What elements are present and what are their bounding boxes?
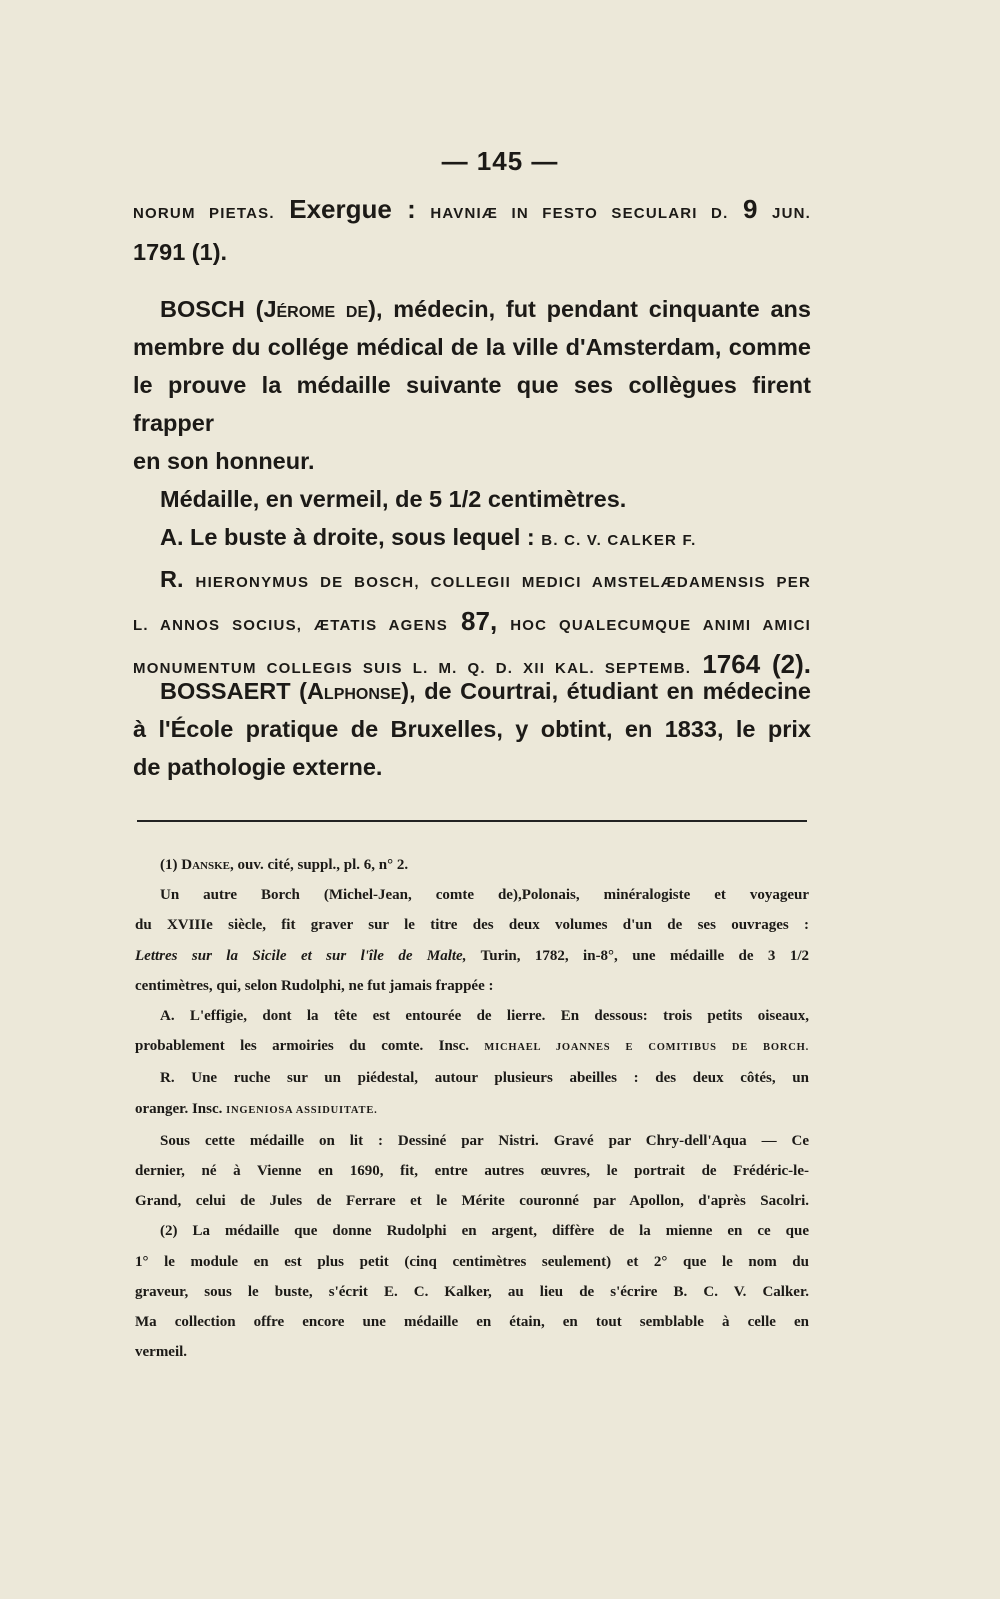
footnote-1-engraver: Grand, celui de Jules de Ferrare et le Mérite couronné par Apollon, d'après Sacolri. bbox=[135, 1193, 809, 1210]
bosch-reverse-line-1: R. HIERONYMUS DE BOSCH, COLLEGII MEDICI AMSTELÆDAMENSIS PER bbox=[160, 566, 812, 592]
bosch-line-1: BOSCH (Jérome de), médecin, fut pendant cinquante ans bbox=[160, 296, 811, 322]
footnote-1-engraver: dernier, né à Vienne en 1690, fit, entre autres œuvres, le portrait de Frédéric-le- bbox=[135, 1163, 809, 1180]
entry-continuation bbox=[133, 190, 811, 271]
footnote-1-line: Lettres sur la Sicile et sur l'île de Malte, Turin, 1782, in-8°, une médaille de 3 1/2 bbox=[135, 947, 809, 964]
continuation-line-2: 1791 (1). bbox=[133, 239, 228, 265]
entry-bossaert bbox=[133, 672, 811, 786]
bosch-reverse-line-2: L. ANNOS SOCIUS, ÆTATIS AGENS 87, HOC QUALECUMQUE ANIMI AMICI bbox=[133, 606, 812, 636]
footnote-rule bbox=[137, 820, 807, 822]
footnote-1-reverse: oranger. Insc. INGENIOSA ASSIDUITATE. bbox=[135, 1100, 378, 1117]
footnote-1-obverse: probablement les armoiries du comte. Insc. MICHAEL JOANNES E COMITIBUS DE BORCH. bbox=[135, 1038, 809, 1055]
footnote-1-reverse: R. Une ruche sur un piédestal, autour plusieurs abeilles : des deux côtés, un bbox=[160, 1070, 809, 1087]
bossaert-line-1: BOSSAERT (Alphonse), de Courtrai, étudiant en médecine bbox=[160, 678, 811, 704]
bosch-reverse-line-3: MONUMENTUM COLLEGIS SUIS L. M. Q. D. XII KAL. SEPTEMB. 1764 (2). bbox=[133, 649, 812, 679]
continuation-line-1: NORUM PIETAS. Exergue : HAVNIÆ IN FESTO SECULARI D. 9 JUN. bbox=[133, 194, 812, 224]
bossaert-line-2: à l'École pratique de Bruxelles, y obtint, en 1833, le prix bbox=[133, 716, 811, 742]
footnote-2-line: graveur, sous le buste, s'écrit E. C. Kalker, au lieu de s'écrire B. C. V. Calker. bbox=[135, 1283, 809, 1300]
bosch-line-2: membre du collége médical de la ville d'Amsterdam, comme bbox=[133, 334, 811, 360]
footnote-1-engraver: Sous cette médaille on lit : Dessiné par Nistri. Gravé par Chry-dell'Aqua — Ce bbox=[160, 1132, 809, 1149]
footnote-2-line: Ma collection offre encore une médaille en étain, en tout semblable à celle en bbox=[135, 1314, 809, 1331]
bossaert-line-3: de pathologie externe. bbox=[133, 754, 383, 780]
footnote-1-line: du XVIIIe siècle, fit graver sur le titre des deux volumes d'un de ses ouvrages : bbox=[135, 917, 809, 934]
bosch-obverse-line: A. Le buste à droite, sous lequel : B. C. V. CALKER F. bbox=[160, 524, 697, 550]
footnote-2-line: vermeil. bbox=[135, 1344, 188, 1361]
footnote-1-ref: (1) Danske, ouv. cité, suppl., pl. 6, n° 2. bbox=[160, 857, 409, 873]
footnote-2-line: (2) La médaille que donne Rudolphi en argent, diffère de la mienne en ce que bbox=[160, 1223, 809, 1240]
bosch-medal-line: Médaille, en vermeil, de 5 1/2 centimètres. bbox=[160, 486, 627, 512]
bosch-line-3: le prouve la médaille suivante que ses collègues firent frapper bbox=[133, 372, 811, 436]
footnote-2-line: 1° le module en est plus petit (cinq centimètres seulement) et 2° que le nom du bbox=[135, 1253, 809, 1270]
footnote-1-line: centimètres, qui, selon Rudolphi, ne fut jamais frappée : bbox=[135, 977, 494, 994]
footnote-1-line: Un autre Borch (Michel-Jean, comte de),Polonais, minéralogiste et voyageur bbox=[160, 887, 809, 904]
entry-bosch bbox=[133, 290, 811, 688]
page-number: — 145 — bbox=[441, 146, 559, 176]
footnote-1-obverse: A. L'effigie, dont la tête est entourée de lierre. En dessous: trois petits oiseaux, bbox=[160, 1008, 809, 1025]
footnotes bbox=[135, 850, 809, 1367]
bosch-line-4: en son honneur. bbox=[133, 448, 315, 474]
